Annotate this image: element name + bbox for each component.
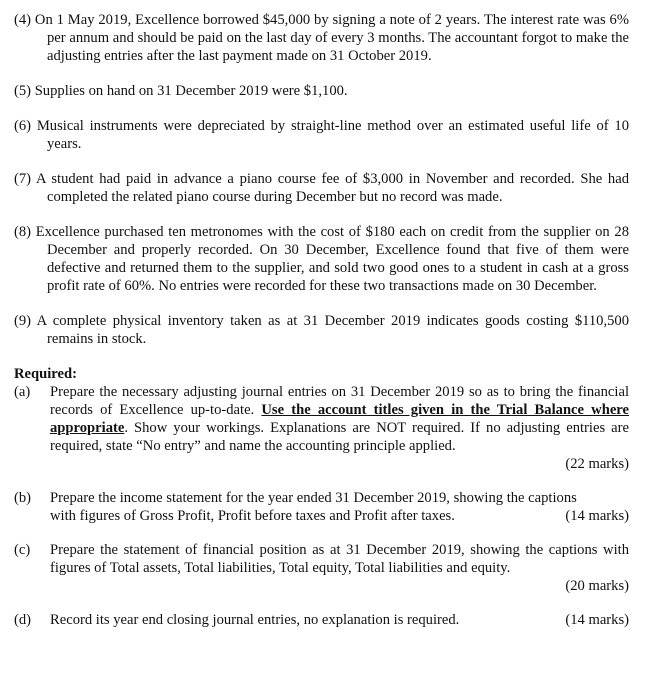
- required-a-text-after: . Show your workings. Explanations are NOT required. If no adjusting entries are required, state “No entry” and name the accounting principle applied.: [50, 420, 629, 454]
- required-b-label: (b): [14, 490, 32, 506]
- required-a-marks: (22 marks): [565, 456, 629, 472]
- required-heading: Required:: [14, 366, 77, 382]
- item-5: [14, 82, 629, 100]
- item-6: [14, 117, 629, 153]
- item-5-number: (5): [14, 83, 32, 99]
- item-7: [14, 170, 629, 206]
- item-7-number: (7): [14, 171, 32, 187]
- required-a-label: (a): [14, 384, 31, 400]
- required-d-label: (d): [14, 612, 32, 628]
- item-8: [14, 223, 629, 295]
- required-a-emphasis: Use the account titles given in the Trial Balance where appropriate: [50, 402, 629, 436]
- required-b-body: [50, 489, 629, 525]
- item-6-text: Musical instruments were depreciated by straight-line method over an estimated useful life of 10 years.: [36, 118, 629, 152]
- required-d-body: [50, 611, 629, 629]
- required-c: [14, 541, 629, 595]
- item-7-text: A student had paid in advance a piano course fee of $3,000 in November and recorded. She had completed the related piano course during December but no record was made.: [35, 171, 629, 205]
- item-6-number: (6): [14, 118, 32, 134]
- item-4: [14, 11, 629, 65]
- required-b-line2-row: [50, 507, 629, 525]
- required-a-body: [50, 383, 629, 473]
- item-8-text: Excellence purchased ten metronomes with the cost of $180 each on credit from the supplier on 28 December and properly recorded. On 30 December, Excellence found that five of them were defective and returned them to the supplier, and sold two good ones to a student in cash at a gross profit rate of 60%. No entries were recorded for these two transactions made on 30 December.: [35, 224, 629, 294]
- required-b-marks: (14 marks): [565, 508, 629, 524]
- required-b-line2: with figures of Gross Profit, Profit before taxes and Profit after taxes.: [50, 508, 455, 524]
- required-a-text-before: Prepare the necessary adjusting journal entries on 31 December 2019 so as to bring the financial records of Excellence up-to-date.: [50, 384, 629, 418]
- item-4-number: (4): [14, 12, 32, 28]
- required-d-marks: (14 marks): [565, 612, 629, 628]
- required-d-text: Record its year end closing journal entries, no explanation is required.: [50, 612, 460, 628]
- item-8-number: (8): [14, 224, 32, 240]
- required-c-body: [50, 541, 629, 595]
- required-c-label: (c): [14, 542, 31, 558]
- required-d: [14, 611, 629, 629]
- item-9-number: (9): [14, 313, 32, 329]
- required-a: [14, 383, 629, 473]
- item-5-text: Supplies on hand on 31 December 2019 were $1,100.: [34, 83, 348, 99]
- item-4-text: On 1 May 2019, Excellence borrowed $45,000 by signing a note of 2 years. The interest rate was 6% per annum and should be paid on the last day of every 3 months. The accountant forgot to make the adjusting entries after the last payment made on 31 October 2019.: [34, 12, 629, 64]
- required-c-text: Prepare the statement of financial position as at 31 December 2019, showing the captions with figures of Total assets, Total liabilities, Total equity, Total liabilities and equity.: [50, 542, 629, 576]
- item-9: [14, 312, 629, 348]
- required-b-line1: Prepare the income statement for the year ended 31 December 2019, showing the captions: [50, 490, 577, 506]
- item-9-text: A complete physical inventory taken as at 31 December 2019 indicates goods costing $110,500 remains in stock.: [36, 313, 630, 347]
- required-b: [14, 489, 629, 525]
- required-c-marks: (20 marks): [565, 578, 629, 594]
